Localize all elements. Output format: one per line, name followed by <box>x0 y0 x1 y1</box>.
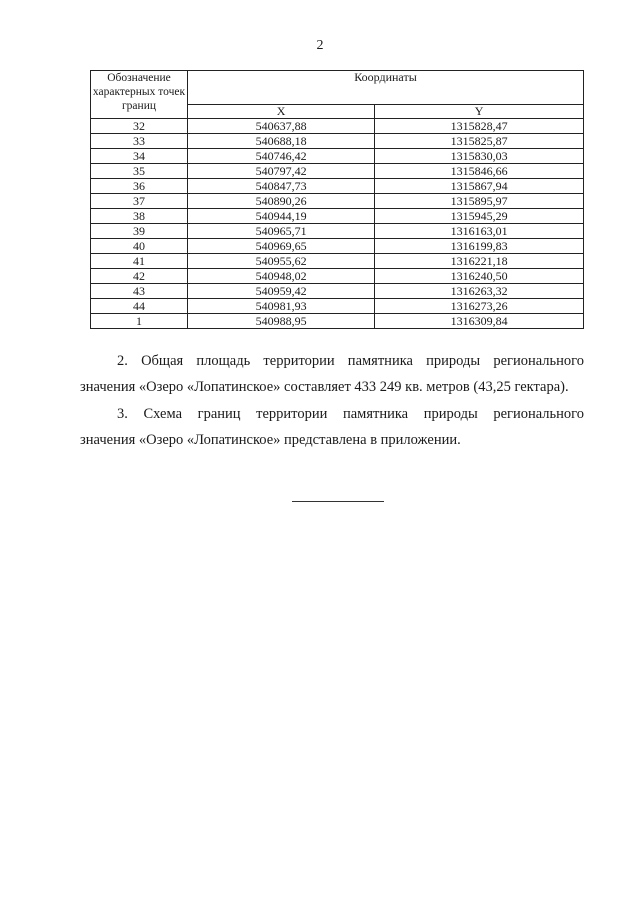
paragraph-scheme-line-1: 3. Схема границ территории памятника природы регионального <box>117 406 584 422</box>
cell-x: 540746,42 <box>188 149 375 164</box>
cell-id: 36 <box>91 179 188 194</box>
cell-y: 1315830,03 <box>375 149 584 164</box>
cell-x: 540847,73 <box>188 179 375 194</box>
cell-id: 35 <box>91 164 188 179</box>
table-row <box>91 284 584 299</box>
cell-id: 32 <box>91 119 188 134</box>
cell-id: 43 <box>91 284 188 299</box>
cell-id: 42 <box>91 269 188 284</box>
cell-x: 540797,42 <box>188 164 375 179</box>
header-x: X <box>188 104 375 118</box>
table-row <box>91 269 584 284</box>
cell-x: 540948,02 <box>188 269 375 284</box>
table-row <box>91 224 584 239</box>
table-row <box>91 119 584 134</box>
cell-y: 1315895,97 <box>375 194 584 209</box>
cell-id: 40 <box>91 239 188 254</box>
paragraph-area <box>80 348 584 400</box>
cell-id: 39 <box>91 224 188 239</box>
header-point-id: Обозначение характерных точек границ <box>91 71 188 119</box>
cell-y: 1316163,01 <box>375 224 584 239</box>
page-number: 2 <box>316 38 324 53</box>
cell-y: 1315945,29 <box>375 209 584 224</box>
cell-x: 540969,65 <box>188 239 375 254</box>
cell-x: 540959,42 <box>188 284 375 299</box>
cell-id: 38 <box>91 209 188 224</box>
cell-id: 37 <box>91 194 188 209</box>
end-divider <box>292 501 384 502</box>
coordinates-table <box>90 70 584 329</box>
cell-x: 540890,26 <box>188 194 375 209</box>
cell-x: 540944,19 <box>188 209 375 224</box>
cell-x: 540955,62 <box>188 254 375 269</box>
table-row <box>91 194 584 209</box>
table-row <box>91 134 584 149</box>
cell-y: 1315867,94 <box>375 179 584 194</box>
cell-x: 540981,93 <box>188 299 375 314</box>
paragraph-area-line-2: значения «Озеро «Лопатинское» составляет 433 249 кв. метров (43,25 гектара). <box>80 379 569 395</box>
table-row <box>91 254 584 269</box>
cell-x: 540637,88 <box>188 119 375 134</box>
cell-y: 1316240,50 <box>375 269 584 284</box>
cell-y: 1316273,26 <box>375 299 584 314</box>
cell-y: 1315825,87 <box>375 134 584 149</box>
paragraph-scheme <box>80 401 584 453</box>
cell-id: 1 <box>91 314 188 329</box>
table-row <box>91 299 584 314</box>
table-row <box>91 179 584 194</box>
table-row <box>91 314 584 329</box>
cell-y: 1315846,66 <box>375 164 584 179</box>
cell-x: 540988,95 <box>188 314 375 329</box>
header-coordinates: Координаты <box>188 71 584 105</box>
cell-y: 1316309,84 <box>375 314 584 329</box>
cell-id: 41 <box>91 254 188 269</box>
paragraph-scheme-line-2: значения «Озеро «Лопатинское» представлена в приложении. <box>80 432 461 448</box>
table-row <box>91 149 584 164</box>
paragraph-area-line-1: 2. Общая площадь территории памятника природы регионального <box>117 353 584 369</box>
coordinates-table-body <box>91 119 584 329</box>
cell-y: 1316263,32 <box>375 284 584 299</box>
table-row <box>91 164 584 179</box>
cell-x: 540965,71 <box>188 224 375 239</box>
cell-id: 33 <box>91 134 188 149</box>
cell-y: 1315828,47 <box>375 119 584 134</box>
cell-y: 1316199,83 <box>375 239 584 254</box>
header-y: Y <box>375 104 584 118</box>
cell-y: 1316221,18 <box>375 254 584 269</box>
table-row <box>91 209 584 224</box>
cell-x: 540688,18 <box>188 134 375 149</box>
cell-id: 44 <box>91 299 188 314</box>
cell-id: 34 <box>91 149 188 164</box>
table-row <box>91 239 584 254</box>
